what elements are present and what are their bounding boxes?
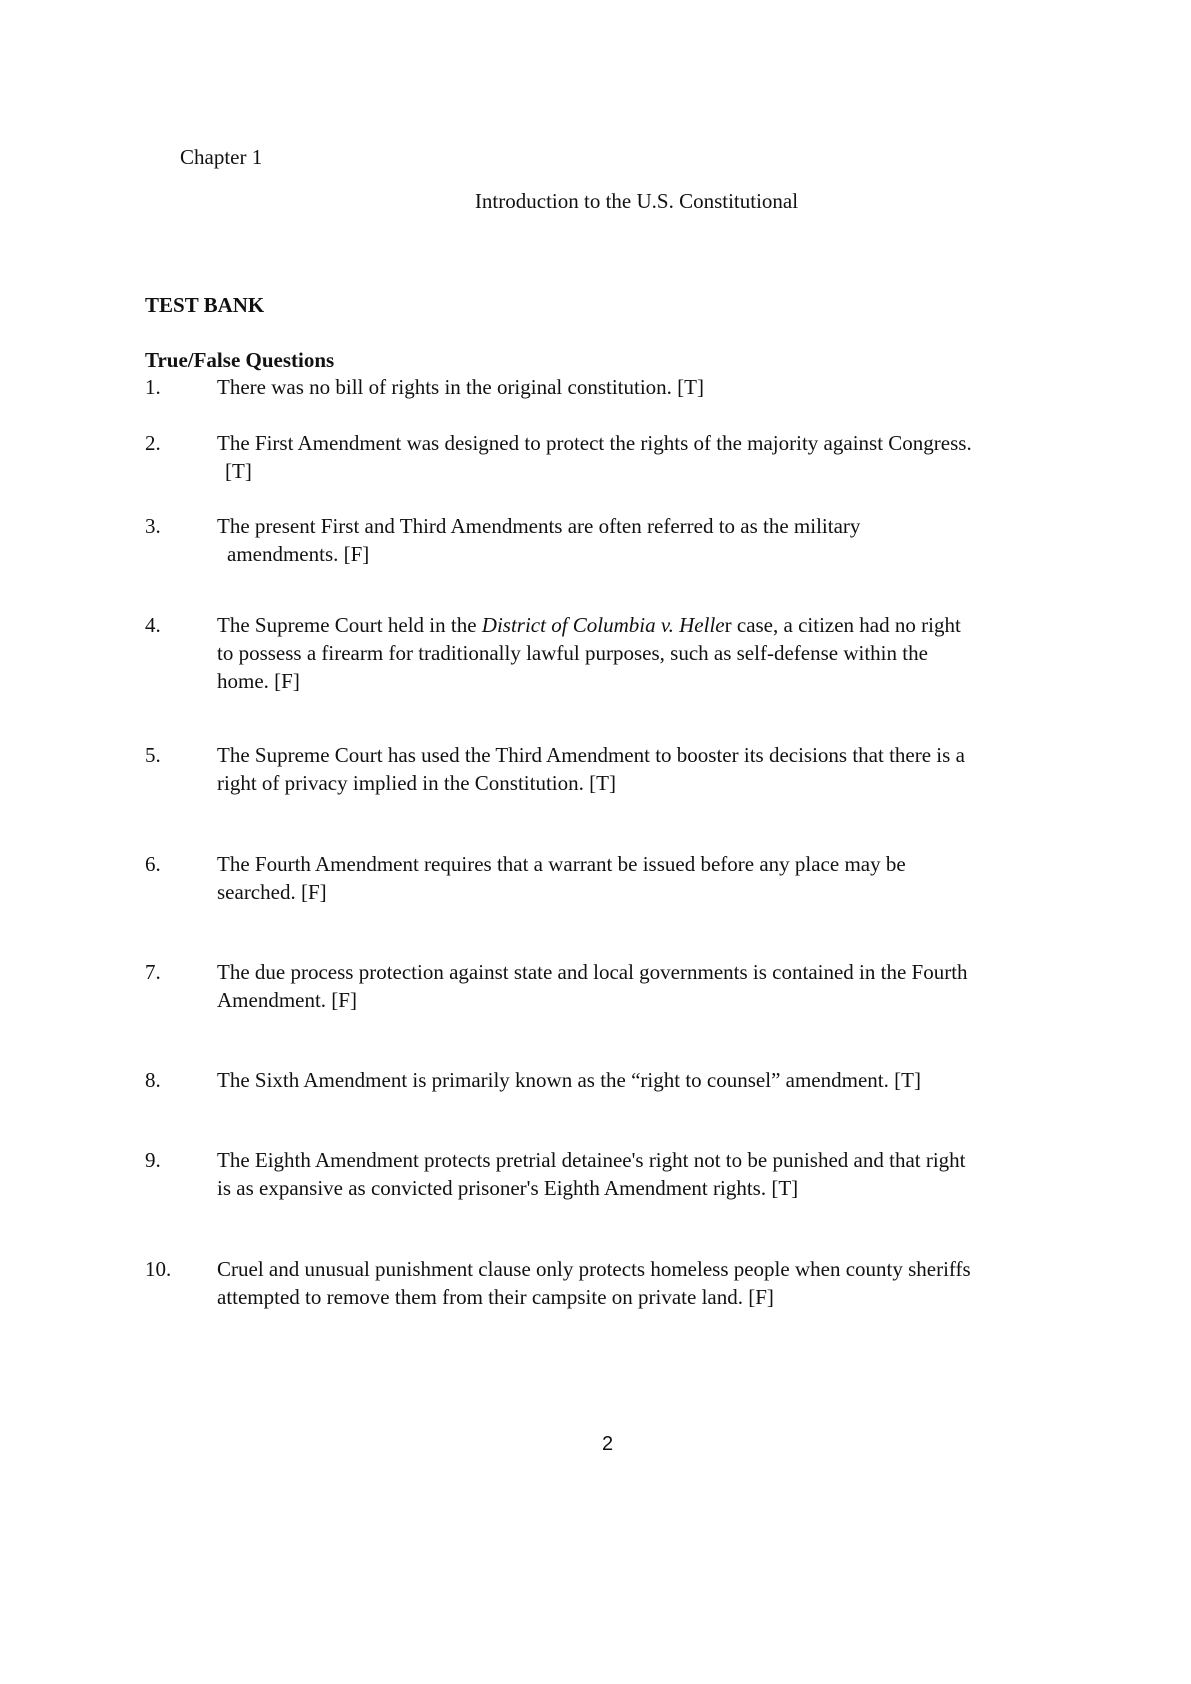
chapter-label: Chapter 1 <box>180 145 263 169</box>
question-text <box>217 958 1087 1014</box>
question-line: The Fourth Amendment requires that a warrant be issued before any place may be <box>217 852 906 876</box>
question-text <box>217 512 1087 568</box>
question-line: The First Amendment was designed to protect the rights of the majority against Congress. <box>217 431 972 455</box>
question-text <box>217 850 1087 906</box>
question-text <box>217 429 1087 485</box>
question-number: 4. <box>145 613 161 637</box>
question-text <box>217 611 1087 695</box>
test-bank-heading: TEST BANK <box>145 293 265 317</box>
question-text-part: The Supreme Court held in the <box>217 613 482 637</box>
question-line: amendments. [F] <box>227 542 370 566</box>
question-number: 8. <box>145 1068 161 1092</box>
question-number: 5. <box>145 743 161 767</box>
question-line: attempted to remove them from their campsite on private land. [F] <box>217 1285 774 1309</box>
question-text <box>217 1255 1087 1311</box>
question-line: There was no bill of rights in the original constitution. [T] <box>217 375 704 399</box>
question-text <box>217 1146 1087 1202</box>
section-heading: True/False Questions <box>145 348 335 372</box>
question-number: 6. <box>145 852 161 876</box>
question-line <box>217 611 1087 639</box>
question-line: [T] <box>225 459 252 483</box>
question-line: The Sixth Amendment is primarily known as the “right to counsel” amendment. [T] <box>217 1068 921 1092</box>
question-line: The Supreme Court has used the Third Amendment to booster its decisions that there is a <box>217 743 965 767</box>
question-line: The due process protection against state and local governments is contained in the Fourth <box>217 960 968 984</box>
question-number: 7. <box>145 960 161 984</box>
question-line: right of privacy implied in the Constitution. [T] <box>217 771 616 795</box>
question-line: Cruel and unusual punishment clause only protects homeless people when county sheriffs <box>217 1257 971 1281</box>
case-name: District of Columbia v. Helle <box>481 613 725 637</box>
question-number: 9. <box>145 1148 161 1172</box>
question-text <box>217 741 1087 797</box>
question-line: The Eighth Amendment protects pretrial detainee's right not to be punished and that right <box>217 1148 966 1172</box>
question-line: Amendment. [F] <box>217 988 357 1012</box>
question-number: 3. <box>145 514 161 538</box>
question-text <box>217 373 1087 401</box>
question-number: 10. <box>145 1257 172 1281</box>
page-number: 2 <box>601 1433 614 1455</box>
question-text <box>217 1066 1087 1094</box>
question-line: is as expansive as convicted prisoner's Eighth Amendment rights. [T] <box>217 1176 799 1200</box>
question-line: home. [F] <box>217 669 300 693</box>
question-text-part: r case, a citizen had no right <box>724 613 961 637</box>
question-number: 1. <box>145 375 161 399</box>
question-number: 2. <box>145 431 161 455</box>
question-line: searched. [F] <box>217 880 327 904</box>
chapter-title: Introduction to the U.S. Constitutional <box>474 189 799 213</box>
question-line: to possess a firearm for traditionally lawful purposes, such as self-defense within the <box>217 641 928 665</box>
question-line: The present First and Third Amendments are often referred to as the military <box>217 514 861 538</box>
